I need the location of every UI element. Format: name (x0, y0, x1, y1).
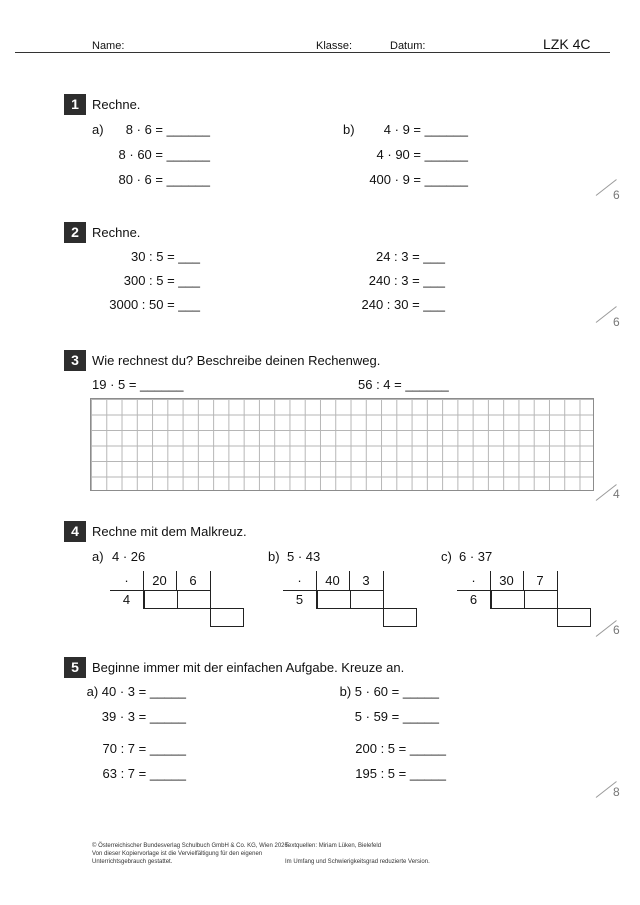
task-5-eq-a4: 63 : 7 = _____ (102, 766, 186, 781)
task-1-eq-b1: 4 · 9 = ______ (383, 122, 468, 137)
task-2-number: 2 (64, 222, 86, 243)
footer-copyright: © Österreichischer Bundesverlag Schulbuch GmbH & Co. KG, Wien 2026. (92, 843, 290, 849)
task-1-eq-a3: 80 · 6 = ______ (118, 172, 210, 187)
malkreuz-b-h2: 3 (362, 573, 370, 588)
task-3-eq-b: 56 : 4 = ______ (358, 377, 449, 392)
task-5-points: 8 (613, 785, 620, 799)
task-1-eq-b2: 4 · 90 = ______ (376, 147, 468, 162)
malkreuz-b-sum-cell[interactable] (383, 608, 417, 627)
test-code: LZK 4C (543, 36, 591, 52)
task-1-label-a: a) (92, 122, 104, 137)
task-5-eq-b3: 200 : 5 = _____ (355, 741, 446, 756)
task-1-eq-b3: 400 · 9 = ______ (369, 172, 468, 187)
task-4-number: 4 (64, 521, 86, 542)
malkreuz-c-sum-cell[interactable] (557, 608, 591, 627)
task-5-title: Beginne immer mit der einfachen Aufgabe. Kreuze an. (92, 660, 405, 675)
malkreuz-b (283, 571, 418, 628)
task-1-number: 1 (64, 94, 86, 115)
task-1-label-b: b) (343, 122, 355, 137)
malkreuz-c-op: · (471, 573, 476, 588)
task-2-eq-b1: 24 : 3 = ___ (375, 249, 445, 264)
task-1-eq-a2: 8 · 60 = ______ (118, 147, 210, 162)
task-4-points: 6 (613, 623, 620, 637)
task-3-points: 4 (613, 487, 620, 501)
malkreuz-a-row: 4 (122, 592, 131, 607)
malkreuz-a-op: · (124, 573, 129, 588)
name-label: Name: (92, 40, 125, 52)
malkreuz-c-h1: 30 (499, 573, 514, 588)
task-2-eq-a3: 3000 : 50 = ___ (109, 297, 200, 312)
malkreuz-c-h2: 7 (536, 573, 544, 588)
task-5-eq-b4: 195 : 5 = _____ (355, 766, 446, 781)
malkreuz-b-row: 5 (295, 592, 304, 607)
task-2-points: 6 (613, 315, 620, 329)
task-2-eq-a1: 30 : 5 = ___ (130, 249, 200, 264)
task-2-eq-b2: 240 : 3 = ___ (368, 273, 445, 288)
malkreuz-a (110, 571, 245, 628)
malkreuz-a-h1: 20 (152, 573, 167, 588)
malkreuz-b-h1: 40 (325, 573, 340, 588)
malkreuz-a-sum-cell[interactable] (210, 608, 244, 627)
task-3-number: 3 (64, 350, 86, 371)
datum-label: Datum: (390, 40, 426, 52)
malkreuz-b-op: · (297, 573, 302, 588)
task-2-eq-a2: 300 : 5 = ___ (123, 273, 200, 288)
cross-a-task: 4 · 26 (112, 549, 146, 564)
malkreuz-c-row: 6 (469, 592, 478, 607)
cross-c-label: c) (441, 549, 452, 564)
cross-b-label: b) (268, 549, 280, 564)
task-5-eq-a2: 39 · 3 = _____ (101, 709, 186, 724)
task-5-eq-a3: 70 : 7 = _____ (102, 741, 186, 756)
footer-usage: Unterrichtsgebrauch gestattet. (92, 859, 173, 865)
writing-grid[interactable] (90, 398, 594, 491)
task-2-eq-b3: 240 : 30 = ___ (361, 297, 445, 312)
task-1-title: Rechne. (92, 97, 141, 112)
footer-license: Von dieser Kopiervorlage ist die Vervielfältigung für den eigenen (92, 851, 263, 857)
task-2-title: Rechne. (92, 225, 141, 240)
cross-c-task: 6 · 37 (459, 549, 493, 564)
header-line (15, 52, 610, 53)
task-5-eq-b1: b) 5 · 60 = _____ (339, 684, 439, 699)
cross-a-label: a) (92, 549, 104, 564)
task-5-eq-b2: 5 · 59 = _____ (354, 709, 439, 724)
task-5-number: 5 (64, 657, 86, 678)
task-5-eq-a1: a) 40 · 3 = _____ (86, 684, 186, 699)
task-3-title: Wie rechnest du? Beschreibe deinen Rechenweg. (92, 353, 381, 368)
malkreuz-a-h2: 6 (189, 573, 197, 588)
task-1-points: 6 (613, 188, 620, 202)
klasse-label: Klasse: (316, 40, 353, 52)
task-1-eq-a1: 8 · 6 = ______ (125, 122, 210, 137)
cross-b-task: 5 · 43 (287, 549, 321, 564)
footer-note: Im Umfang und Schwierigkeitsgrad reduzierte Version. (285, 859, 430, 865)
task-4-title: Rechne mit dem Malkreuz. (92, 524, 247, 539)
footer-sources: Textquellen: Miriam Lüken, Bielefeld (285, 843, 382, 849)
task-3-eq-a: 19 · 5 = ______ (92, 377, 184, 392)
malkreuz-c (457, 571, 592, 628)
